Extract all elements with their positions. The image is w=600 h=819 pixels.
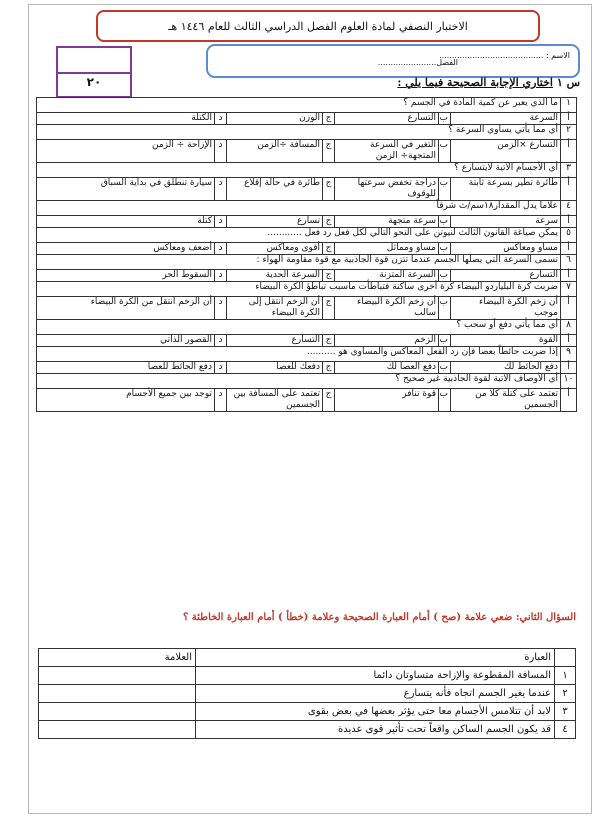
options-row-marker: أ [561,389,577,412]
section1-number: س ١ [556,76,580,89]
answer-option[interactable]: التغير في السرعة المتجهة÷ الزمن [335,140,439,163]
options-row-marker: أ [561,178,577,201]
mark-cell[interactable] [39,721,196,739]
statement-row [39,721,576,739]
question-row [37,320,577,335]
answer-option[interactable]: السرعة [451,113,561,125]
options-row-marker: أ [561,362,577,374]
option-letter: د [215,140,227,163]
option-letter: ب [439,140,451,163]
statement-number: ٣ [555,703,576,721]
question-text: أي مما يأتي يساوي السرعة ؟ [37,125,561,140]
tf-header-mark: العلامة [39,649,196,667]
answer-option[interactable]: أن الزخم انتقل من الكرة البيضاء [37,297,215,320]
answer-option[interactable]: قوة تنافر [335,389,439,412]
answer-option[interactable]: الزخم [335,335,439,347]
answer-option[interactable]: التسارع [451,270,561,282]
options-row-marker: أ [561,113,577,125]
score-box [56,46,132,98]
answer-option[interactable]: الوزن [227,113,323,125]
question-number: ٣ [561,163,577,178]
option-letter: ب [439,335,451,347]
question-row [37,163,577,178]
answer-option[interactable]: أقوى ومعاكس [227,243,323,255]
answer-option[interactable]: سرعة [451,216,561,228]
option-letter: ب [439,113,451,125]
statement-row [39,667,576,685]
question-row [37,374,577,389]
option-letter: ب [439,216,451,228]
score-total: ٢٠ [86,75,102,89]
option-letter: د [215,389,227,412]
tf-header-row [39,649,576,667]
options-row [37,389,577,412]
question-number: ٤ [561,201,577,216]
options-row-marker: أ [561,216,577,228]
answer-option[interactable]: أضعف ومعاكس [37,243,215,255]
question-number: ٢ [561,125,577,140]
question-text: ما الذي يعبر عن كمية المادة في الجسم ؟ [37,98,561,113]
option-letter: د [215,270,227,282]
statement-number: ٤ [555,721,576,739]
option-letter: د [215,335,227,347]
statement-number: ١ [555,667,576,685]
option-letter: ج [323,113,335,125]
question-row [37,98,577,113]
option-letter: د [215,178,227,201]
answer-option[interactable]: مساو ومعاكس [451,243,561,255]
question-row [37,201,577,216]
question-text: أي الأجسام الآتية لايتسارع ؟ [37,163,561,178]
question-number: ٨ [561,320,577,335]
option-letter: د [215,216,227,228]
answer-option[interactable]: توجد بين جميع الأجسام [37,389,215,412]
question-number: ١٠ [561,374,577,389]
student-info-box [206,44,580,78]
question-text: تسمى السرعة التي يصلها الجسم عندما تتزن قوة الجاذبية مع قوة مقاومة الهواء : [37,255,561,270]
option-letter: ب [439,389,451,412]
options-row [37,335,577,347]
mark-cell[interactable] [39,685,196,703]
question-text: علاما يدل المقدار١٨سم/ث شرقاً [37,201,561,216]
question-number: ٩ [561,347,577,362]
option-letter: ج [323,389,335,412]
question-row [37,282,577,297]
answer-option[interactable]: أن الزخم انتقل إلى الكرة البيضاء [227,297,323,320]
answer-option[interactable]: الكتلة [37,113,215,125]
answer-option[interactable]: السرعة الحدية [227,270,323,282]
answer-option[interactable]: مساو ومماثل [335,243,439,255]
answer-option[interactable]: التسارع [227,335,323,347]
options-row [37,140,577,163]
answer-option[interactable]: أن زخم الكرة البيضاء موجب [451,297,561,320]
statement-row [39,685,576,703]
statement-text: لابد أن تتلامس الأجسام معا حتى يؤثر بعضها في بعض بقوى [196,703,555,721]
answer-option[interactable]: التسارع ×الزمن [451,140,561,163]
question-number: ٧ [561,282,577,297]
statement-text: عندما يغير الجسم اتجاه فأنه يتسارع [196,685,555,703]
answer-option[interactable]: دفعك للعصا [227,362,323,374]
answer-option[interactable]: سرعة متجهة [335,216,439,228]
question-row [37,347,577,362]
section1-instruction: اختاري الإجابة الصحيحة فيما يلي : [397,76,553,89]
options-row-marker: أ [561,243,577,255]
options-row-marker: أ [561,335,577,347]
option-letter: ج [323,270,335,282]
answer-option[interactable]: المسافة ÷الزمن [227,140,323,163]
question-text: إذا ضربت حائطاً بعصا فإن رد الفعل المعاكس والمساوي هو .......... [37,347,561,362]
question-text: أي مما يأتي دفع أو سحب ؟ [37,320,561,335]
answer-option[interactable]: أن زخم الكرة البيضاء سالب [335,297,439,320]
statement-number: ٢ [555,685,576,703]
options-row [37,243,577,255]
options-row [37,270,577,282]
options-row-marker: أ [561,270,577,282]
question-text: يمكن صياغة القانون الثالث لنيوتن على النحو التالي لكل فعل رد فعل ............ [37,228,561,243]
option-letter: ج [323,140,335,163]
answer-option[interactable]: دفع العصا لك [335,362,439,374]
option-letter: د [215,243,227,255]
answer-option[interactable]: السقوط الحر [37,270,215,282]
answer-option[interactable]: طائرة تطير بسرعة ثابتة [451,178,561,201]
option-letter: ج [323,297,335,320]
name-label: الاسم : ......................................... [439,51,570,60]
option-letter: ج [323,243,335,255]
question-row [37,228,577,243]
options-row-marker: أ [561,140,577,163]
option-letter: ب [439,178,451,201]
answer-option[interactable]: القوة [451,335,561,347]
answer-option[interactable]: تعتمد على المسافة بين الجسمين [227,389,323,412]
options-row [37,113,577,125]
option-letter: ب [439,270,451,282]
option-letter: ب [439,297,451,320]
options-row [37,178,577,201]
tf-header-num [555,649,576,667]
question-number: ٥ [561,228,577,243]
answer-option[interactable]: كتلة [37,216,215,228]
answer-option[interactable]: تسارع [227,216,323,228]
options-row [37,362,577,374]
option-letter: د [215,297,227,320]
question-number: ١ [561,98,577,113]
section1-title [397,76,580,89]
options-row [37,216,577,228]
score-divider [58,72,130,74]
option-letter: ج [323,362,335,374]
mark-cell[interactable] [39,703,196,721]
answer-option[interactable]: دفع الحائط للعصا [37,362,215,374]
question-row [37,255,577,270]
question-text: ضربت كرة البلياردو البيضاء كرة أخرى ساكنة فتباطأت ماسبب تباطؤ الكرة البيضاء [37,282,561,297]
answer-option[interactable]: دفع الحائط لك [451,362,561,374]
mcq-table [36,97,577,412]
statement-text: قد يكون الجسم الساكن واقعاً تحت تأثير قوى عديدة [196,721,555,739]
option-letter: ج [323,335,335,347]
option-letter: ب [439,362,451,374]
section2-title: السؤال الثاني: ضعي علامة (صح ) أمام العبارة الصحيحة وعلامة (خطأ ) أمام العبارة الخاطئة ؟ [182,612,576,623]
answer-option[interactable]: سيارة تنطلق في بداية السباق [37,178,215,201]
statement-text: المسافة المقطوعة والإزاحة متساوتان دائما [196,667,555,685]
exam-title-text: الاختبار النصفي لمادة العلوم الفصل الدراسي الثالث للعام ١٤٤٦ هـ [168,19,468,33]
question-row [37,125,577,140]
options-row-marker: أ [561,297,577,320]
answer-option[interactable]: تعتمد على كتلة كلا من الجسمين [451,389,561,412]
answer-option[interactable]: التسارع [335,113,439,125]
option-letter: ج [323,216,335,228]
statement-row [39,703,576,721]
answer-option[interactable]: القصور الذاتي [37,335,215,347]
mark-cell[interactable] [39,667,196,685]
answer-option[interactable]: دراجة تخفض سرعتها للوقوف [335,178,439,201]
true-false-table [38,648,576,739]
answer-option[interactable]: السرعة المتزنة [335,270,439,282]
option-letter: د [215,362,227,374]
tf-header-statement: العبارة [196,649,555,667]
option-letter: د [215,113,227,125]
exam-title [96,10,540,42]
class-label: الفصل....................... [377,58,458,67]
question-text: أي الأوصاف الآتية لقوة الجاذبية غير صحيح ؟ [37,374,561,389]
option-letter: ج [323,178,335,201]
options-row [37,297,577,320]
answer-option[interactable]: طائرة في حالة إقلاع [227,178,323,201]
answer-option[interactable]: الإزاحة ÷ الزمن [37,140,215,163]
question-number: ٦ [561,255,577,270]
option-letter: ب [439,243,451,255]
